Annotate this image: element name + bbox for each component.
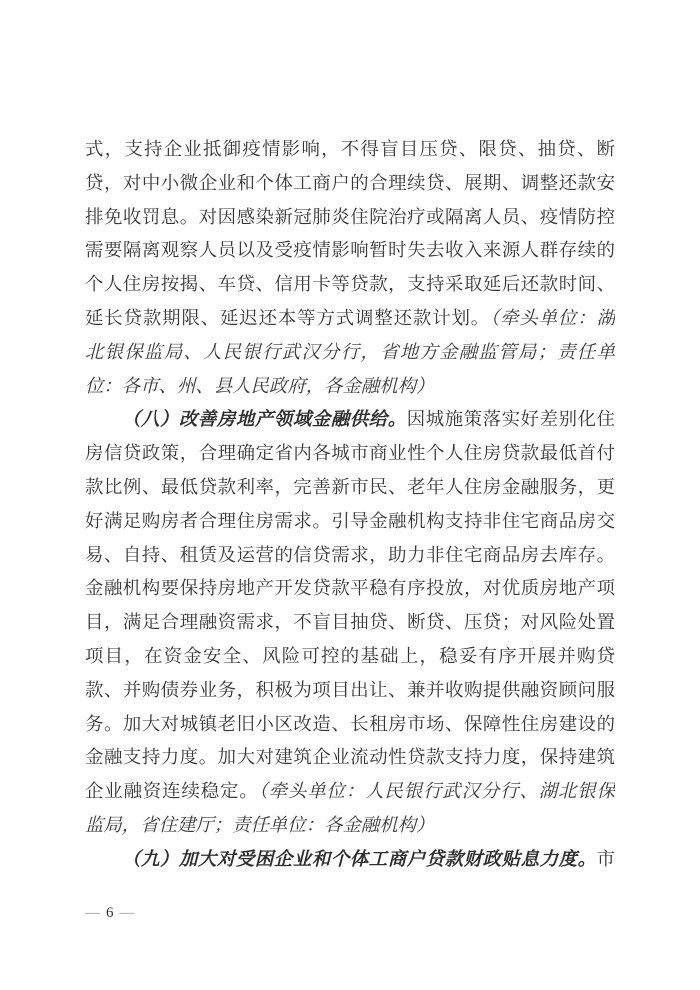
text-segment: 式，支持企业抵御疫情影响，不得盲目压贷、限贷、抽贷、断 [85, 139, 615, 159]
text-line [85, 640, 615, 674]
text-line [85, 133, 615, 167]
text-line [85, 539, 615, 573]
text-segment: 款、并购债券业务，积极为项目出让、兼并收购提供融资顾问服 [85, 679, 615, 700]
text-line [85, 572, 615, 606]
text-segment: 北银保监局、人民银行武汉分行，省地方金融监管局；责任单 [85, 341, 615, 362]
text-line [85, 505, 615, 539]
text-line [85, 370, 615, 404]
text-line [85, 437, 615, 471]
section-heading-text: （九）加大对受困企业和个体工商户贷款财政贴息力度。 [122, 848, 597, 869]
text-line [85, 843, 615, 877]
text-segment: 排免收罚息。对因感染新冠肺炎住院治疗或隔离人员、疫情防控 [85, 206, 615, 227]
text-line [85, 336, 615, 370]
page-number-value: 6 [106, 905, 114, 921]
text-line [85, 775, 615, 809]
text-line [85, 403, 615, 437]
page-number-dash-right: — [119, 905, 135, 921]
text-segment: 因城施策落实好差别化住 [406, 409, 615, 430]
text-segment: 个人住房按揭、车贷、信用卡等贷款，支持采取延后还款时间、 [85, 274, 615, 295]
text-segment: 务。加大对城镇老旧小区改造、长租房市场、保障性住房建设的 [85, 713, 615, 734]
text-segment: 好满足购房者合理住房需求。引导金融机构支持非住宅商品房交 [85, 510, 615, 531]
text-segment: 房信贷政策，合理确定省内各城市商业性个人住房贷款最低首付 [85, 443, 615, 464]
text-segment: 易、自持、租赁及运营的信贷需求，助力非住宅商品房去库存。 [85, 544, 615, 565]
text-segment: 目，满足合理融资需求，不盲目抽贷、断贷、压贷；对风险处置 [85, 612, 615, 633]
text-segment: （牵头单位：湖 [490, 307, 615, 328]
text-line [85, 708, 615, 742]
text-segment: 金融机构要保持房地产开发贷款平稳有序投放，对优质房地产项 [85, 578, 615, 599]
text-segment: 金融支持力度。加大对建筑企业流动性贷款支持力度，保持建筑 [85, 747, 615, 768]
text-segment: 位：各市、州、县人民政府，各金融机构） [85, 375, 435, 396]
text-line [85, 741, 615, 775]
text-line [85, 234, 615, 268]
text-segment: 企业融资连续稳定。 [85, 781, 259, 802]
text-segment: 项目，在资金安全、风险可控的基础上，稳妥有序开展并购贷 [85, 645, 615, 666]
text-segment: 延长贷款期限、延迟还本等方式调整还款计划。 [85, 307, 491, 328]
page-number-dash-left: — [85, 905, 100, 921]
text-line [85, 471, 615, 505]
text-segment: 监局，省住建厅；责任单位：各金融机构） [85, 814, 435, 835]
text-line [85, 674, 615, 708]
text-line [85, 809, 615, 843]
text-line [85, 167, 615, 201]
text-line [85, 268, 615, 302]
section-heading-text: （八）改善房地产领域金融供给。 [122, 409, 407, 430]
text-line [85, 606, 615, 640]
document-body [85, 133, 615, 877]
text-line [85, 302, 615, 336]
text-segment: 市 [596, 848, 615, 869]
text-segment: （牵头单位：人民银行武汉分行、湖北银保 [258, 781, 615, 802]
text-segment: 贷，对中小微企业和个体工商户的合理续贷、展期、调整还款安 [85, 172, 615, 193]
text-line [85, 201, 615, 235]
text-segment: 需要隔离观察人员以及受疫情影响暂时失去收入来源人群存续的 [85, 240, 615, 261]
page-number [85, 903, 141, 923]
text-segment: 款比例、最低贷款利率，完善新市民、老年人住房金融服务，更 [85, 476, 615, 497]
